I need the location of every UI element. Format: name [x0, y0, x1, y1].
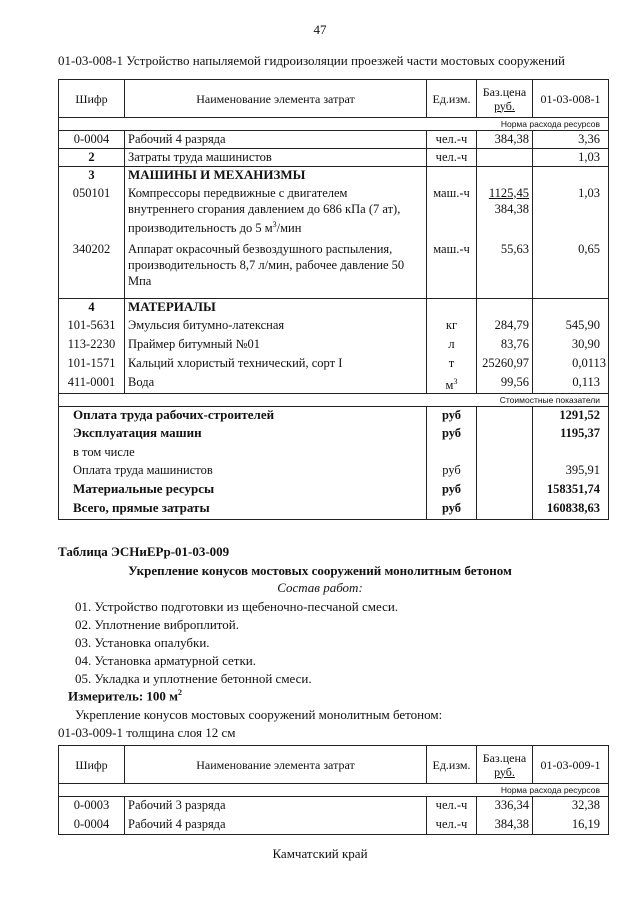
- work-step: 04. Установка арматурной сетки.: [75, 653, 256, 668]
- header-code: Шифр: [59, 80, 125, 118]
- footer-region: Камчатский край: [272, 846, 368, 861]
- header-unit: Ед.изм.: [427, 746, 477, 784]
- header-unit: Ед.изм.: [427, 80, 477, 118]
- header-norm: 01-03-009-1: [533, 746, 609, 784]
- table-subtitle: 01-03-009-1 толщина слоя 12 см: [58, 725, 236, 740]
- norm-label: Норма расхода ресурсов: [59, 784, 609, 797]
- norm-label: Норма расхода ресурсов: [59, 118, 609, 131]
- cost-row: в том числе: [59, 444, 609, 462]
- table-row: 0-0004 Рабочий 4 разряда чел.-ч 384,38 3,36: [59, 131, 609, 149]
- cost-row: Материальные ресурсы руб 158351,74: [59, 481, 609, 500]
- table-row: 050101 Компрессоры передвижные с двигателем внутреннего сгорания давлением до 686 кПа (7 ат), производительность до 5 $м^3$/мин маш.-ч 1125,45 384,38 1,03: [59, 185, 609, 241]
- header-price: Баз.цена руб.: [477, 80, 533, 118]
- meter: Измеритель: 100 $м^2$: [68, 688, 183, 704]
- table-title: Укрепление конусов мостовых сооружений монолитным бетоном: [128, 563, 512, 578]
- resource-table-1: [58, 79, 609, 520]
- composition-title: Состав работ:: [277, 580, 363, 595]
- page-number: 47: [313, 22, 327, 37]
- cost-row: Оплата труда машинистов руб 395,91: [59, 462, 609, 481]
- table-row: 411-0001 Вода $м^3$ 99,56 0,113: [59, 374, 609, 394]
- cost-row: Оплата труда рабочих-строителей руб 1291,52: [59, 406, 609, 425]
- cost-row: Всего, прямые затраты руб 160838,63: [59, 500, 609, 519]
- work-step: 01. Устройство подготовки из щебеночно-песчаной смеси.: [75, 599, 399, 614]
- cost-label: Стоимостные показатели: [59, 393, 609, 406]
- table-row: 340202 Аппарат окрасочный безвоздушного распыления, производительность 8,7 л/мин, рабочее давление 50 Мпа маш.-ч 55,63 0,65: [59, 241, 609, 299]
- section-title: 01-03-008-1 Устройство напыляемой гидроизоляции проезжей части мостовых сооружений: [58, 53, 565, 68]
- table-label: Таблица ЭСНиЕРр-01-03-009: [58, 544, 230, 559]
- table-row: 3 МАШИНЫ И МЕХАНИЗМЫ: [59, 167, 609, 185]
- header-name: Наименование элемента затрат: [125, 80, 427, 118]
- header-price: Баз.цена руб.: [477, 746, 533, 784]
- work-step: 02. Уплотнение виброплитой.: [75, 617, 240, 632]
- table-row: 2 Затраты труда машинистов чел.-ч 1,03: [59, 149, 609, 167]
- resource-table-2: [58, 745, 609, 835]
- table-row: 101-1571 Кальций хлористый технический, сорт I т 25260,97 0,0113: [59, 355, 609, 374]
- table-row: 113-2230 Праймер битумный №01 л 83,76 30,90: [59, 336, 609, 355]
- header-code: Шифр: [59, 746, 125, 784]
- table-row: 0-0003 Рабочий 3 разряда чел.-ч 336,34 32,38: [59, 797, 609, 816]
- table-row: 101-5631 Эмульсия битумно-латексная кг 284,79 545,90: [59, 317, 609, 336]
- header-name: Наименование элемента затрат: [125, 746, 427, 784]
- work-step: 03. Установка опалубки.: [75, 635, 210, 650]
- description: Укрепление конусов мостовых сооружений монолитным бетоном:: [75, 707, 443, 722]
- cost-row: Эксплуатация машин руб 1195,37: [59, 425, 609, 444]
- work-step: 05. Укладка и уплотнение бетонной смеси.: [75, 671, 312, 686]
- table-row: 4 МАТЕРИАЛЫ: [59, 299, 609, 317]
- table-row: 0-0004 Рабочий 4 разряда чел.-ч 384,38 16,19: [59, 816, 609, 835]
- header-norm: 01-03-008-1: [533, 80, 609, 118]
